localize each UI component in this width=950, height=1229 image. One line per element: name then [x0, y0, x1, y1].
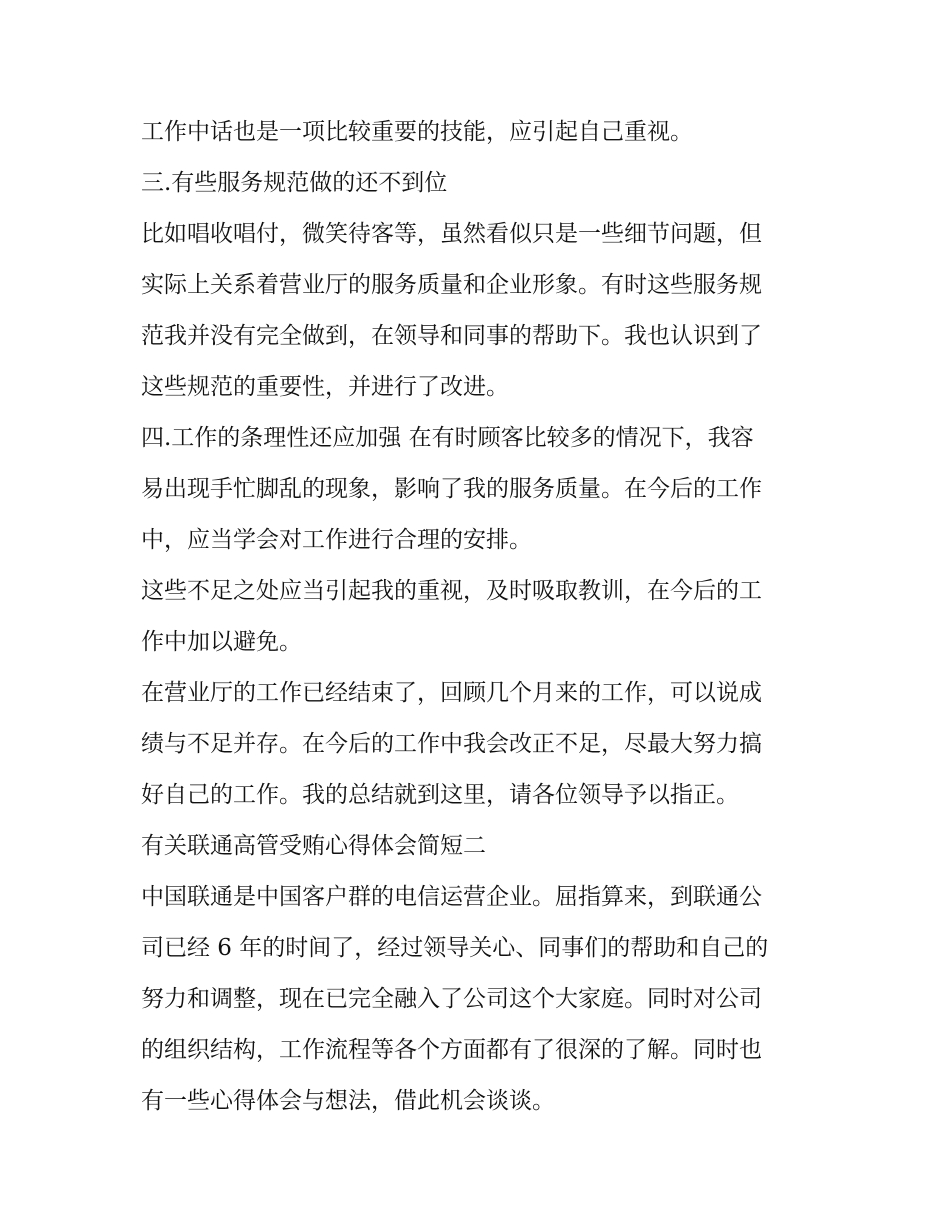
text-line: 努力和调整，现在已完全融入了公司这个大家庭。同时对公司 [141, 986, 762, 1012]
document-title: 有关联通高管受贿心得体会简短二 [141, 833, 486, 859]
document-body [141, 111, 821, 1131]
text-line: 在营业厅的工作已经结束了，回顾几个月来的工作，可以说成 [141, 680, 762, 706]
text-line: 比如唱收唱付，微笑待客等，虽然看似只是一些细节问题，但 [141, 221, 762, 247]
text-line: 范我并没有完全做到，在领导和同事的帮助下。我也认识到了 [141, 323, 762, 349]
text-line: 好自己的工作。我的总结就到这里，请各位领导予以指正。 [141, 782, 739, 808]
text-line: 作中加以避免。 [141, 629, 302, 655]
section-heading: 四.工作的条理性还应加强 在有时顾客比较多的情况下，我容 [141, 425, 754, 451]
text-line: 有一些心得体会与想法，借此机会谈谈。 [141, 1088, 555, 1114]
text-line: 中国联通是中国客户群的电信运营企业。屈指算来，到联通公 [141, 884, 762, 910]
text-line: 中，应当学会对工作进行合理的安排。 [141, 527, 532, 553]
text-line: 工作中话也是一项比较重要的技能，应引起自己重视。 [141, 119, 693, 145]
text-line: 这些不足之处应当引起我的重视，及时吸取教训，在今后的工 [141, 578, 762, 604]
section-heading: 三.有些服务规范做的还不到位 [141, 170, 448, 196]
text-line: 司已经 6 年的时间了，经过领导关心、同事们的帮助和自己的 [141, 935, 769, 961]
text-line: 这些规范的重要性，并进行了改进。 [141, 374, 509, 400]
text-line: 实际上关系着营业厅的服务质量和企业形象。有时这些服务规 [141, 272, 762, 298]
text-line: 易出现手忙脚乱的现象，影响了我的服务质量。在今后的工作 [141, 476, 762, 502]
text-line: 的组织结构，工作流程等各个方面都有了很深的了解。同时也 [141, 1037, 762, 1063]
text-line: 绩与不足并存。在今后的工作中我会改正不足，尽最大努力搞 [141, 731, 762, 757]
